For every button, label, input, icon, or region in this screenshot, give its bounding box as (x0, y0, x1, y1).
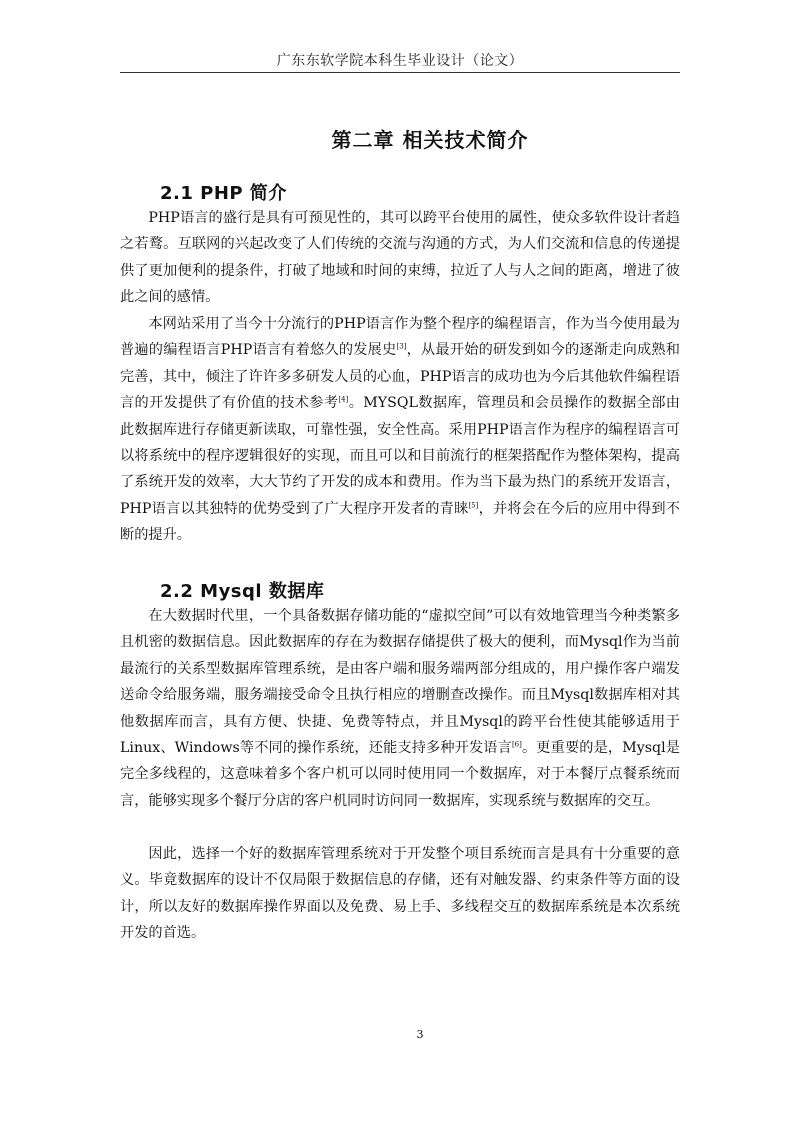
paragraph-text: 本网站采用了当今十分流行的PHP语言作为整个程序的编程语言，作为当今使用最为普遍的编程语言PHP语言有着悠久的发展史 (120, 316, 680, 359)
citation-marker: [6] (511, 740, 522, 749)
chapter-title: 第二章 相关技术简介 (331, 128, 529, 152)
section-heading-php: 2.1 PHP 简介 (160, 183, 287, 204)
paragraph-text: ，并将会在今后的应用中得到不断的提升。 (120, 500, 680, 544)
paragraph-text: PHP语言的盛行是具有可预见性的，其可以跨平台使用的属性，使众多软件设计者趋之若鹜。互联网的兴起改变了人们传统的交流与沟通的方式，为人们交流和信息的传递提供了更加便利的提条件，打破了地域和时间的束缚，拉近了人与人之间的距离，增进了彼此之间的感情。 (120, 210, 680, 306)
page-number: 3 (416, 1028, 424, 1041)
citation-marker: [4] (338, 395, 349, 404)
paragraph-text: 因此，选择一个好的数据库管理系统对于开发整个项目系统而言是具有十分重要的意义。毕竟数据库的设计不仅局限于数据信息的存储，还有对触发器、约束条件等方面的设计，所以友好的数据库操作界面以及免费、易上手、多线程交互的数据库系统是本次系统开发的首选。 (120, 846, 680, 942)
mysql-paragraph-2 (120, 841, 680, 947)
citation-marker: [3] (396, 342, 407, 351)
mysql-paragraph-1 (120, 603, 680, 814)
paragraph-text: 。更重要的是，Mysql是完全多线程的，这意味着多个客户机可以同时使用同一个数据库，对于本餐厅点餐系统而言，能够实现多个餐厅分店的客户机同时访问同一数据库，实现系统与数据库的交互。 (120, 740, 680, 809)
section-heading-mysql: 2.2 Mysql 数据库 (160, 581, 325, 602)
paragraph-text: 在大数据时代里，一个具备数据存储功能的“虚拟空间”可以有效地管理当今种类繁多且机密的数据信息。因此数据库的存在为数据存储提供了极大的便利，而Mysql作为当前最流行的关系型数据库管理系统，是由客户端和服务端两部分组成的，用户操作客户端发送命令给服务端，服务端接受命令且执行相应的增删查改操作。而且Mysql数据库相对其他数据库而言，具有方便、快捷、免费等特点，并且Mysql的跨平台性使其能够适用于Linux、Windows等不同的操作系统，还能支持多种开发语言 (120, 608, 680, 757)
php-paragraph-2 (120, 311, 680, 549)
running-header: 广东东软学院本科生毕业设计（论文） (120, 50, 680, 73)
paragraph-text: 。MYSQL数据库，管理员和会员操作的数据全部由此数据库进行存储更新读取，可靠性强，安全性高。采用PHP语言作为程序的编程语言可以将系统中的程序逻辑很好的实现，而且可以和目前流行的框架搭配作为整体架构，提高了系统开发的效率，大大节约了开发的成本和费用。作为当下最为热门的系统开发语言，PHP语言以其独特的优势受到了广大程序开发者的青睐 (120, 395, 680, 517)
php-paragraph-1 (120, 205, 680, 311)
paragraph-text: ，从最开始的研发到如今的逐渐走向成熟和完善，其中，倾注了许许多多研发人员的心血，PHP语言的成功也为今后其他软件编程语言的开发提供了有价值的技术参考 (120, 342, 680, 412)
citation-marker: [5] (468, 501, 479, 510)
